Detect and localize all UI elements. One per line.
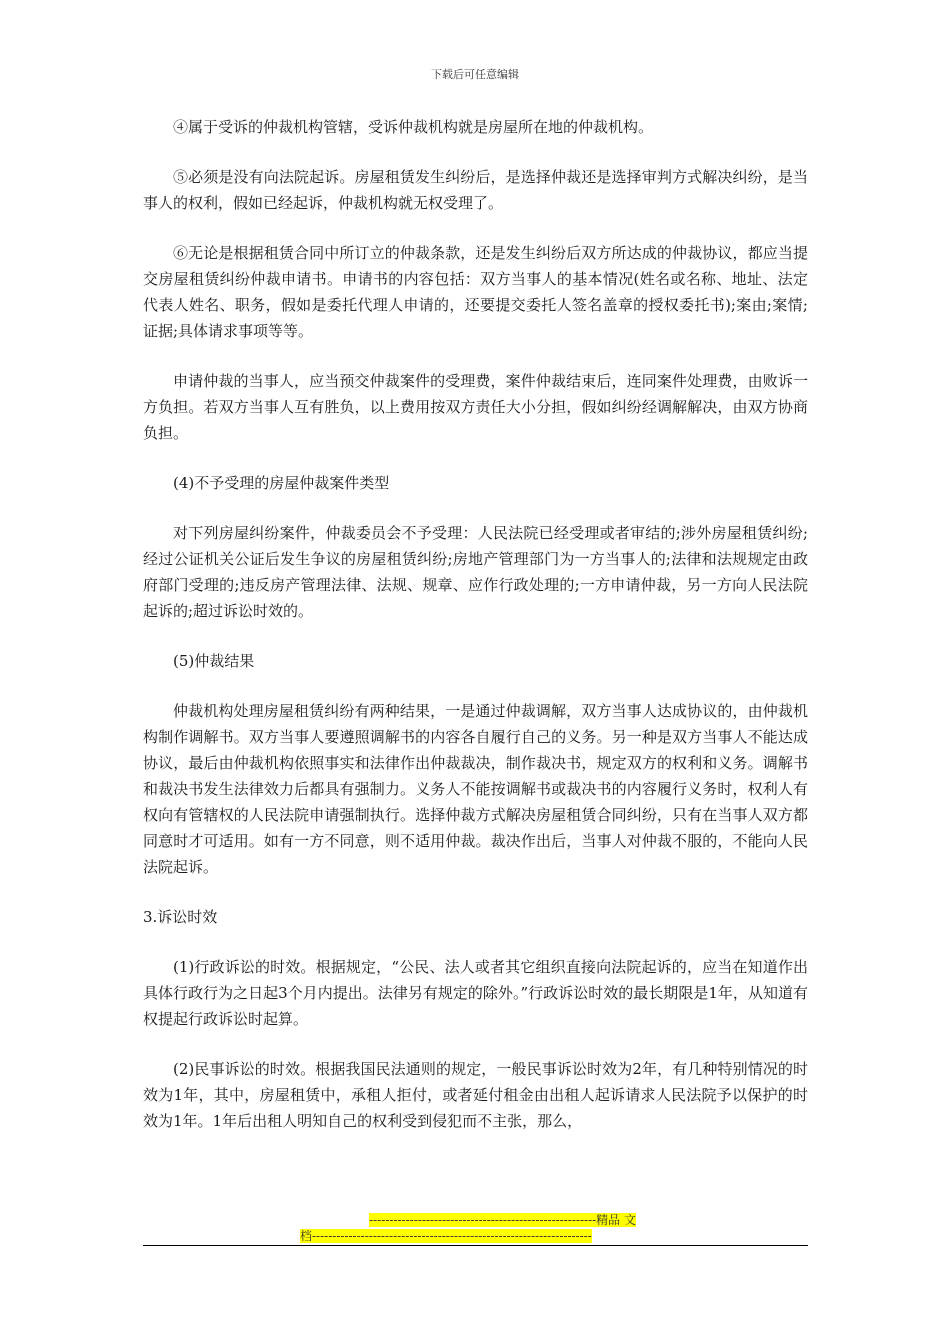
heading-arbitration-result: (5)仲裁结果 bbox=[173, 652, 255, 670]
page-footer bbox=[300, 1212, 650, 1244]
footer-line-2: 档--------------------------------------------------------------------- bbox=[300, 1229, 592, 1243]
paragraph-civil-limitation: (2)民事诉讼的时效。根据我国民法通则的规定，一般民事诉讼时效为2年，有几种特别情况的时效为1年，其中，房屋租赁中，承租人拒付，或者延付租金由出租人起诉请求人民法院予以保护的时效为1年。1年后出租人明知自己的权利受到侵犯而不主张，那么， bbox=[143, 1060, 808, 1130]
paragraph-fees: 申请仲裁的当事人，应当预交仲裁案件的受理费，案件仲裁结束后，连同案件处理费，由败诉一方负担。若双方当事人互有胜负，以上费用按双方责任大小分担，假如纠纷经调解解决，由双方协商负担。 bbox=[143, 372, 808, 442]
heading-limitation: 3.诉讼时效 bbox=[143, 908, 218, 926]
footer-line-1: --------------------------------------------------------精品 文 bbox=[369, 1213, 636, 1227]
page-header: 下载后可任意编辑 bbox=[431, 68, 519, 81]
paragraph-rejected-cases: 对下列房屋纠纷案件，仲裁委员会不予受理：人民法院已经受理或者审结的;涉外房屋租赁纠纷;经过公证机关公证后发生争议的房屋租赁纠纷;房地产管理部门为一方当事人的;法律和法规规定由政府部门受理的;违反房产管理法律、法规、规章、应作行政处理的;一方申请仲裁，另一方向人民法院起诉的;超过诉讼时效的。 bbox=[143, 524, 808, 620]
paragraph-arbitration-result: 仲裁机构处理房屋租赁纠纷有两种结果，一是通过仲裁调解，双方当事人达成协议的，由仲裁机构制作调解书。双方当事人要遵照调解书的内容各自履行自己的义务。另一种是双方当事人不能达成协议，最后由仲裁机构依照事实和法律作出仲裁裁决，制作裁决书，规定双方的权利和义务。调解书和裁决书发生法律效力后都具有强制力。义务人不能按调解书或裁决书的内容履行义务时，权利人有权向有管辖权的人民法院申请强制执行。选择仲裁方式解决房屋租赁合同纠纷，只有在当事人双方都同意时才可适用。如有一方不同意，则不适用仲裁。裁决作出后，当事人对仲裁不服的，不能向人民法院起诉。 bbox=[143, 702, 808, 876]
document-body bbox=[143, 114, 808, 1134]
paragraph-no-court-suit: ⑤必须是没有向法院起诉。房屋租赁发生纠纷后，是选择仲裁还是选择审判方式解决纠纷，是当事人的权利，假如已经起诉，仲裁机构就无权受理了。 bbox=[143, 168, 808, 212]
heading-rejected-cases: (4)不予受理的房屋仲裁案件类型 bbox=[173, 474, 390, 492]
paragraph-arbitration-jurisdiction: ④属于受诉的仲裁机构管辖，受诉仲裁机构就是房屋所在地的仲裁机构。 bbox=[173, 118, 654, 136]
paragraph-admin-limitation: (1)行政诉讼的时效。根据规定，“公民、法人或者其它组织直接向法院起诉的，应当在知道作出具体行政行为之日起3个月内提出。法律另有规定的除外。”行政诉讼时效的最长期限是1年，从知道有权提起行政诉讼时起算。 bbox=[143, 958, 808, 1028]
paragraph-application-content: ⑥无论是根据租赁合同中所订立的仲裁条款，还是发生纠纷后双方所达成的仲裁协议，都应当提交房屋租赁纠纷仲裁申请书。申请书的内容包括：双方当事人的基本情况(姓名或名称、地址、法定代表人姓名、职务，假如是委托代理人申请的，还要提交委托人签名盖章的授权委托书);案由;案情;证据;具体请求事项等等。 bbox=[143, 244, 808, 340]
footer-rule bbox=[143, 1245, 808, 1246]
